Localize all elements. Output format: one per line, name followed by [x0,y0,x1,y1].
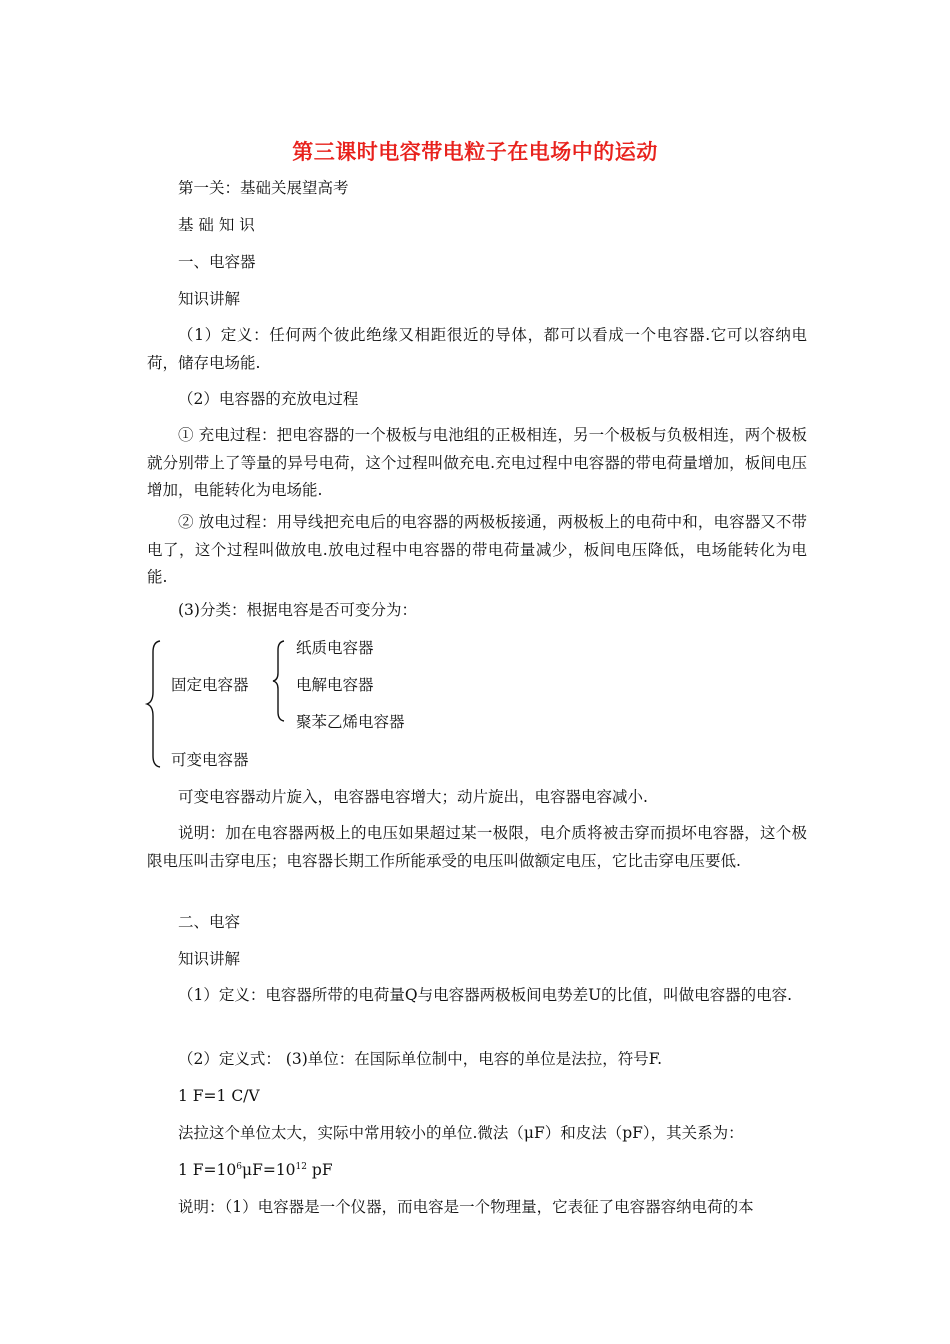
page-title: 第三课时电容带电粒子在电场中的运动 [292,140,658,164]
inner-brace-icon [272,640,288,722]
paper-capacitor-label: 纸质电容器 [296,639,374,657]
part2-explain: 知识讲解 [178,950,241,968]
capacitance-definition: （1）定义：电容器所带的电荷量Q与电容器两极板间电势差U的比值，叫做电容器的电容. [178,986,793,1004]
part2-heading: 二、电容 [178,913,241,931]
part1-explain: 知识讲解 [178,290,241,308]
formula-unit-line: （2）定义式： (3)单位：在国际单位制中，电容的单位是法拉，符号F. [178,1050,663,1068]
subsection-heading: 基 础 知 识 [178,216,255,234]
part1-heading: 一、电容器 [178,253,256,271]
capacitor-definition: （1）定义：任何两个彼此绝缘又相距很近的导体，都可以看成一个电容器.它可以容纳电荷，储存电场能. [147,326,807,372]
charging-paragraph: ① 充电过程：把电容器的一个极板与电池组的正极相连，另一个极板与负极相连，两个极板就分别带上了等量的异号电荷，这个过程叫做充电.充电过程中电容器的带电荷量增加，板间电压增加，电能转化为电场能. [147,426,807,499]
outer-brace-icon [146,640,166,768]
breakdown-voltage-note: 说明：加在电容器两极上的电压如果超过某一极限，电介质将被击穿而损坏电容器，这个极限电压叫击穿电压；电容器长期工作所能承受的电压叫做额定电压，它比击穿电压要低. [147,824,807,870]
fixed-capacitor-label: 固定电容器 [171,676,249,694]
capacitor-vs-capacitance-note: 说明：（1）电容器是一个仪器，而电容是一个物理量，它表征了电容器容纳电荷的本 [178,1198,754,1216]
charge-discharge-heading: （2）电容器的充放电过程 [178,390,359,408]
variable-capacitor-note: 可变电容器动片旋入，电容器电容增大；动片旋出，电容器电容减小. [178,788,648,806]
section-heading: 第一关：基础关展望高考 [178,179,349,197]
polystyrene-capacitor-label: 聚苯乙烯电容器 [296,713,405,731]
small-units-line: 法拉这个单位太大，实际中常用较小的单位.微法（μF）和皮法（pF），其关系为： [178,1124,744,1142]
classification-heading: (3)分类：根据电容是否可变分为： [178,601,417,619]
electrolytic-capacitor-label: 电解电容器 [296,676,374,694]
unit-relation: 1 $F=10^6\mu F=10^{12}$ pF [178,1161,333,1179]
variable-capacitor-label: 可变电容器 [171,751,249,769]
unit-equation: 1 F=1 C/V [178,1087,260,1105]
discharging-paragraph: ② 放电过程：用导线把充电后的电容器的两极板接通，两极板上的电荷中和，电容器又不带电了，这个过程叫做放电.放电过程中电容器的带电荷量减少，板间电压降低，电场能转化为电能. [147,513,807,586]
